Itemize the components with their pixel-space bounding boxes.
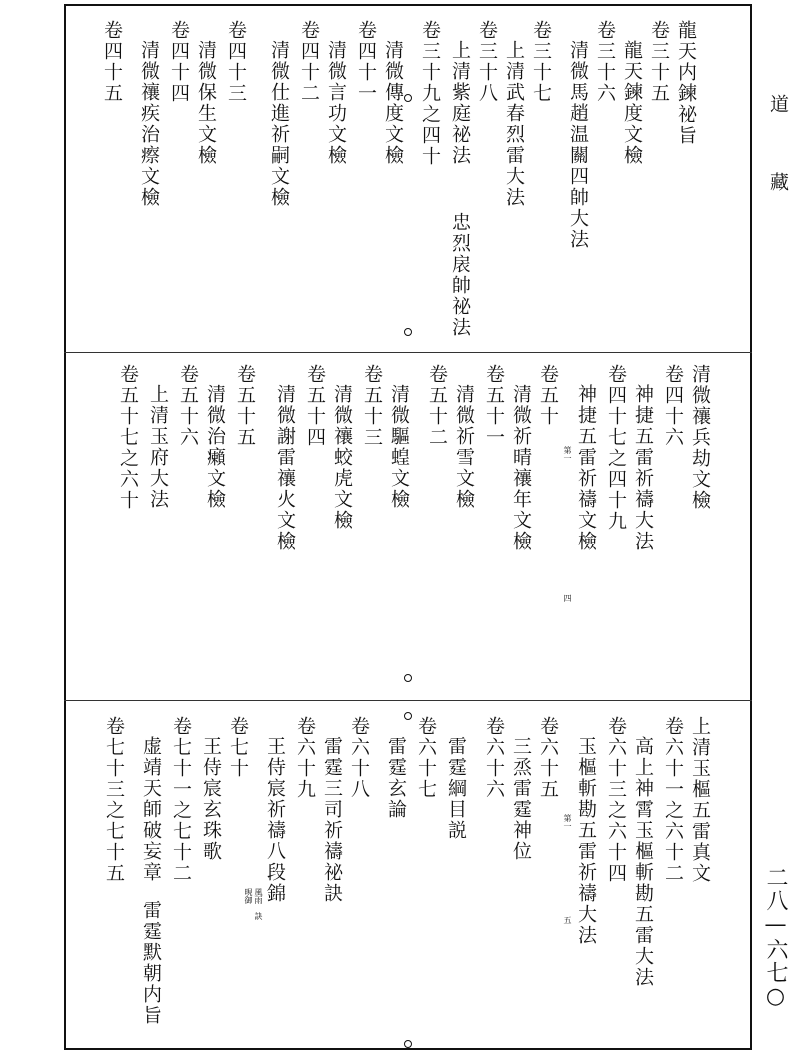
juan-heading: 卷四十五 (101, 20, 123, 104)
circle-mark (404, 328, 412, 336)
text-column: 上清玉府大法 (147, 384, 169, 510)
text-column: 上清武春烈雷大法 (503, 40, 525, 208)
small-annotation: 晛御 (244, 888, 253, 904)
juan-heading: 卷六十五 (537, 716, 559, 800)
text-column: 神捷五雷祈禱文檢 (575, 384, 597, 552)
text-column: 龍天内鍊祕旨 (675, 20, 697, 146)
small-annotation: 風雨 (254, 888, 263, 904)
text-column: 忠烈扆帥祕法 (449, 212, 471, 338)
juan-heading: 卷五十七之六十 (117, 364, 139, 511)
text-column: 王侍宸祈禱八段錦 (264, 736, 286, 904)
text-column: 清微馬趙温關四帥大法 (567, 40, 589, 250)
juan-heading: 卷四十六 (662, 364, 684, 448)
juan-heading: 卷五十三 (361, 364, 383, 448)
small-annotation: 四 (563, 594, 572, 602)
circle-mark (404, 1040, 412, 1048)
text-column: 清微禳疾治瘵文檢 (138, 40, 160, 208)
text-column: 清微禳兵劫文檢 (689, 364, 711, 511)
juan-heading: 卷六十六 (483, 716, 505, 800)
section-divider-2 (64, 700, 752, 701)
text-column: 玉樞斬勘五雷祈禱大法 (575, 736, 597, 946)
juan-heading: 卷四十一 (355, 20, 377, 104)
margin-label-dao: 道 (767, 94, 789, 113)
text-column: 清微言功文檢 (325, 40, 347, 166)
text-column: 清微驅蝗文檢 (388, 384, 410, 510)
juan-heading: 卷三十六 (594, 20, 616, 104)
text-column: 上清紫庭祕法 (449, 40, 471, 166)
juan-heading: 卷七十一之七十二 (170, 716, 192, 884)
margin-label-zang: 藏 (767, 172, 789, 191)
circle-mark (404, 674, 412, 682)
juan-heading: 卷五十二 (426, 364, 448, 448)
circle-mark (404, 94, 412, 102)
page-number: 二八—六七○ (763, 866, 788, 1010)
text-column: 雷霆綱目説 (445, 736, 467, 841)
juan-heading: 卷五十 (537, 364, 559, 427)
small-annotation: 第一 (563, 814, 572, 830)
text-column: 清微禳蛟虎文檢 (331, 384, 353, 531)
section-2 (66, 354, 750, 700)
juan-heading: 卷三十九之四十 (419, 20, 441, 167)
section-1 (66, 6, 750, 352)
juan-heading: 卷五十四 (304, 364, 326, 448)
text-column: 清微祈雪文檢 (453, 384, 475, 510)
juan-heading: 卷四十三 (225, 20, 247, 104)
juan-heading: 卷五十六 (177, 364, 199, 448)
juan-heading: 卷五十五 (234, 364, 256, 448)
juan-heading: 卷三十八 (476, 20, 498, 104)
text-column: 雷霆三司祈禱祕訣 (321, 736, 343, 904)
juan-heading: 卷三十五 (648, 20, 670, 104)
small-annotation: 五 (563, 916, 572, 924)
juan-heading: 卷四十四 (168, 20, 190, 104)
small-annotation: 第一 (563, 446, 572, 462)
section-3 (66, 702, 750, 1048)
juan-heading: 卷六十九 (294, 716, 316, 800)
text-column: 王侍宸玄珠歌 (200, 736, 222, 862)
text-column: 上清玉樞五雷真文 (689, 716, 711, 884)
juan-heading: 卷六十三之六十四 (605, 716, 627, 884)
text-column: 三烝雷霆神位 (510, 736, 532, 862)
juan-heading: 卷六十一之六十二 (662, 716, 684, 884)
text-column: 雷霆玄論 (385, 736, 407, 820)
text-column: 清微謝雷禳火文檢 (274, 384, 296, 552)
text-column: 虚靖天師破妄章 (140, 736, 162, 883)
section-divider-1 (64, 352, 752, 353)
text-column: 清微仕進祈嗣文檢 (268, 40, 290, 208)
juan-heading: 卷七十 (227, 716, 249, 779)
circle-mark (404, 712, 412, 720)
juan-heading: 卷七十三之七十五 (103, 716, 125, 884)
text-column: 神捷五雷祈禱大法 (632, 384, 654, 552)
text-column: 龍天鍊度文檢 (621, 40, 643, 166)
text-column: 清微保生文檢 (195, 40, 217, 166)
juan-heading: 卷四十七之四十九 (605, 364, 627, 532)
text-column: 清微祈晴禳年文檢 (510, 384, 532, 552)
juan-heading: 卷六十七 (415, 716, 437, 800)
juan-heading: 卷三十七 (530, 20, 552, 104)
small-annotation: 訣 (254, 912, 263, 920)
text-column: 清微治癩文檢 (204, 384, 226, 510)
text-column: 清微傳度文檢 (382, 40, 404, 166)
juan-heading: 卷六十八 (348, 716, 370, 800)
text-column: 高上神霄玉樞斬勘五雷大法 (632, 736, 654, 988)
juan-heading: 卷四十二 (298, 20, 320, 104)
text-column: 雷霆默朝内旨 (140, 900, 162, 1026)
juan-heading: 卷五十一 (483, 364, 505, 448)
